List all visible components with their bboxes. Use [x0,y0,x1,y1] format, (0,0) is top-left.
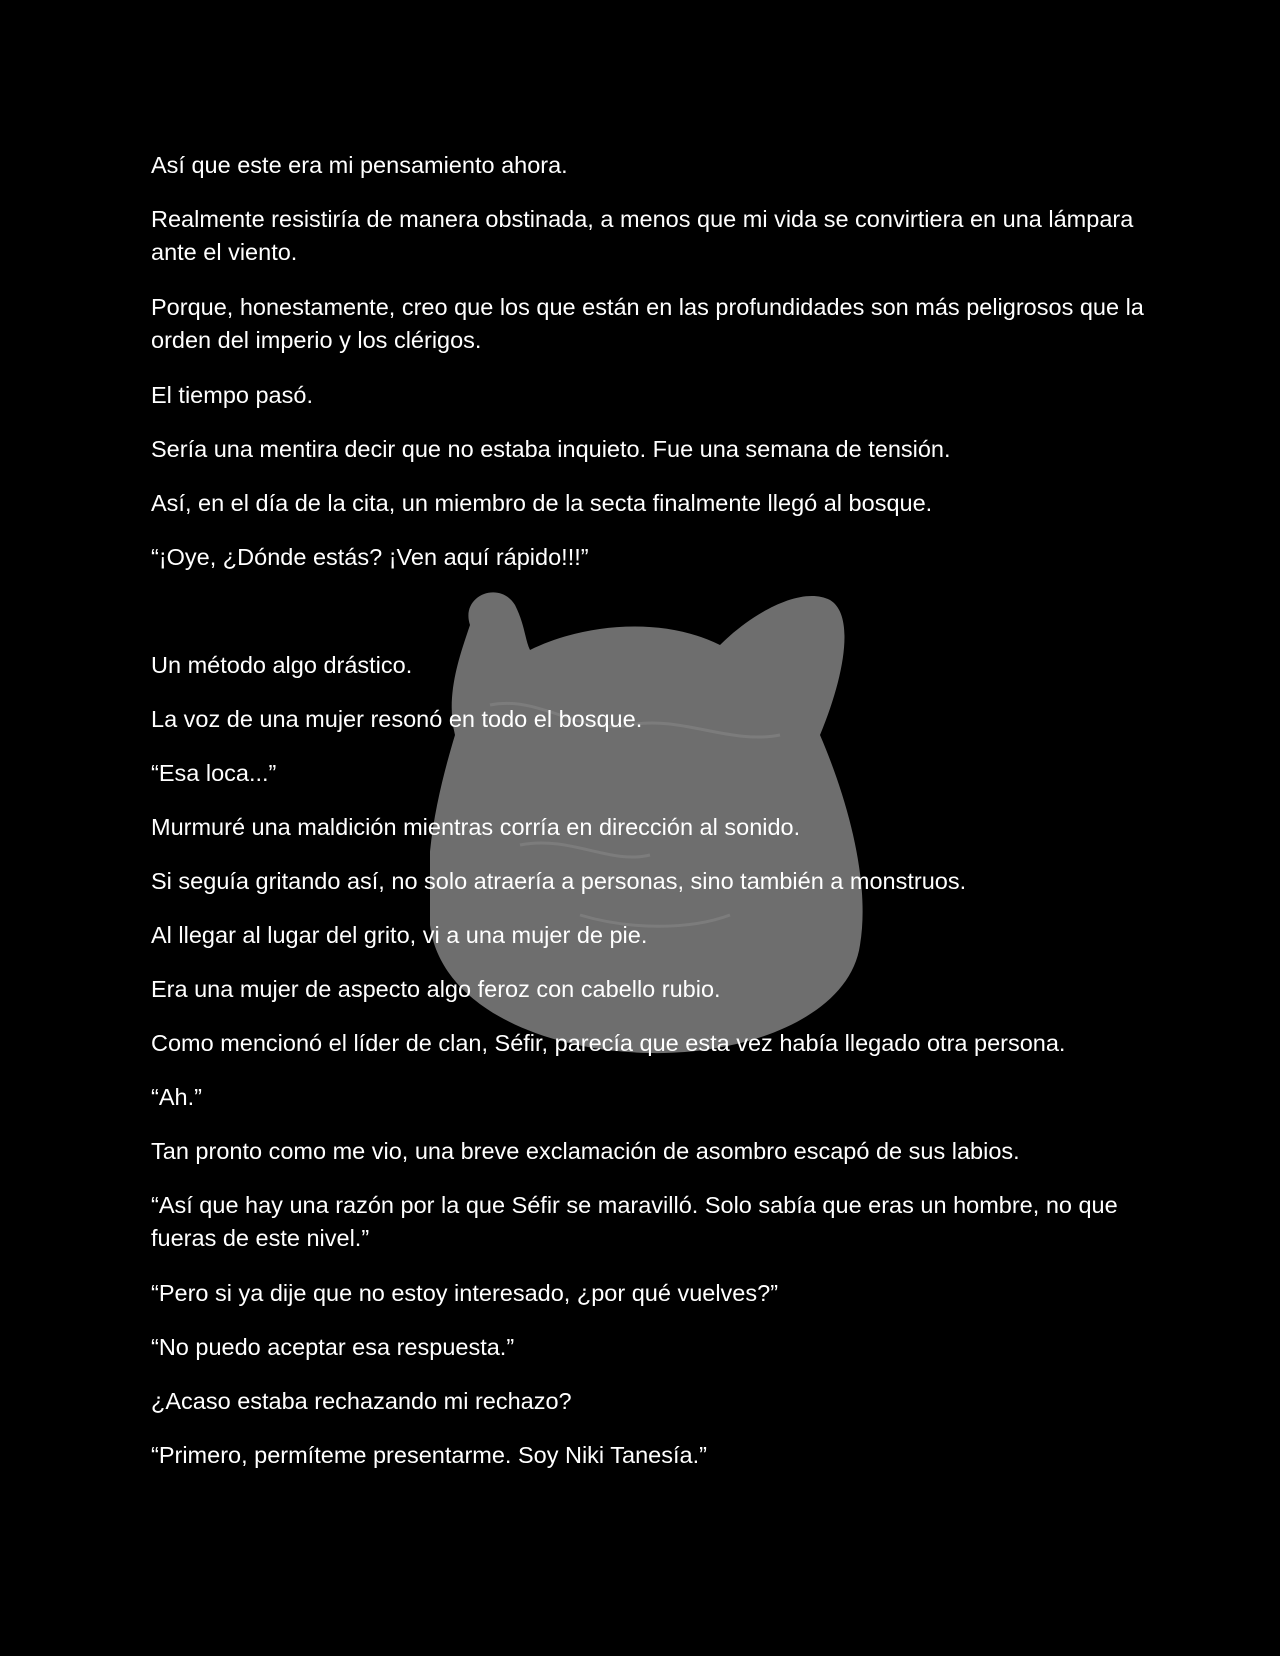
paragraph: Tan pronto como me vio, una breve exclamación de asombro escapó de sus labios. [151,1138,1020,1164]
paragraph: Un método algo drástico. [151,652,413,678]
paragraph: Murmuré una maldición mientras corría en dirección al sonido. [151,814,801,840]
paragraph: El tiempo pasó. [151,382,313,408]
paragraph: “Pero si ya dije que no estoy interesado, ¿por qué vuelves?” [151,1280,779,1306]
paragraph: “Ah.” [151,1084,202,1110]
paragraph: Sería una mentira decir que no estaba inquieto. Fue una semana de tensión. [151,436,951,462]
paragraph: “Así que hay una razón por la que Séfir se maravilló. Solo sabía que eras un hombre, no que fueras de este nivel.” [151,1192,1118,1251]
paragraph: Así, en el día de la cita, un miembro de la secta finalmente llegó al bosque. [151,490,933,516]
paragraph: Era una mujer de aspecto algo feroz con cabello rubio. [151,976,721,1002]
paragraph: La voz de una mujer resonó en todo el bosque. [151,706,643,732]
paragraph: Si seguía gritando así, no solo atraería a personas, sino también a monstruos. [151,868,967,894]
paragraph: “No puedo aceptar esa respuesta.” [151,1334,515,1360]
paragraph: Realmente resistiría de manera obstinada, a menos que mi vida se convirtiera en una lámpara ante el viento. [151,206,1134,265]
paragraph: “Esa loca...” [151,760,277,786]
paragraph: Al llegar al lugar del grito, vi a una mujer de pie. [151,922,648,948]
paragraph: Porque, honestamente, creo que los que están en las profundidades son más peligrosos que la orden del imperio y los clérigos. [151,294,1144,353]
paragraph: Como mencionó el líder de clan, Séfir, parecía que esta vez había llegado otra persona. [151,1030,1066,1056]
paragraph: Así que este era mi pensamiento ahora. [151,152,568,178]
paragraph: ¿Acaso estaba rechazando mi rechazo? [151,1388,572,1414]
paragraph: “Primero, permíteme presentarme. Soy Niki Tanesía.” [151,1442,707,1468]
paragraph: “¡Oye, ¿Dónde estás? ¡Ven aquí rápido!!!” [151,544,589,570]
